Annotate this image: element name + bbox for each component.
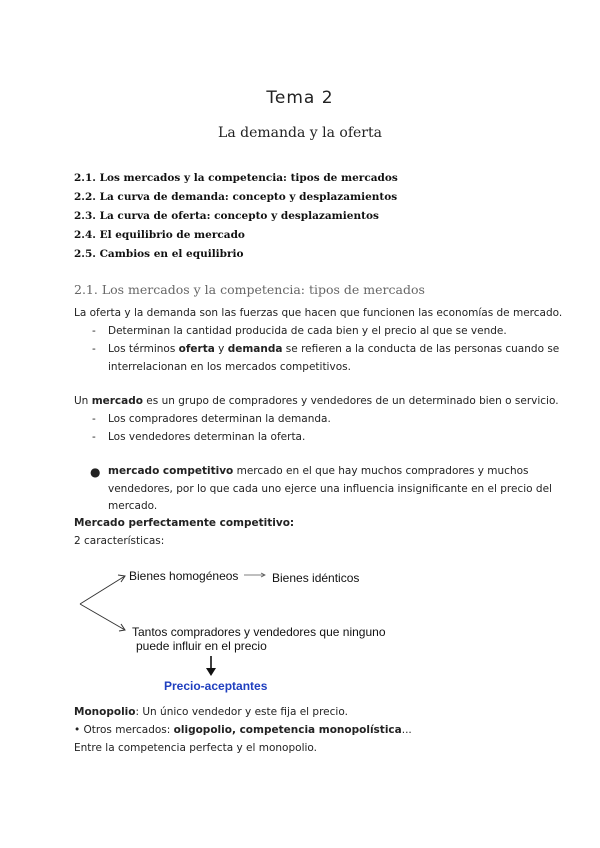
characteristics-label: 2 características: (74, 535, 165, 547)
page-title: Tema 2 (266, 88, 334, 108)
dash-marker: - (92, 325, 96, 337)
down-arrow-icon (206, 656, 216, 676)
diagram-item1-result: Bienes idénticos (272, 571, 360, 585)
section-heading: 2.1. Los mercados y la competencia: tipos de mercados (74, 282, 425, 297)
dash-marker: - (92, 343, 96, 355)
bullet-text-continued: interrelacionan en los mercados competitivos. (108, 361, 351, 373)
toc-item: 2.3. La curva de oferta: concepto y desplazamientos (74, 210, 379, 222)
diagram-item2-cont: puede influir en el precio (136, 639, 267, 653)
sub-bullet: Los compradores determinan la demanda. (108, 413, 331, 425)
dash-marker: - (92, 431, 96, 443)
toc-item: 2.2. La curva de demanda: concepto y desplazamientos (74, 191, 398, 203)
toc-item: 2.4. El equilibrio de mercado (74, 229, 245, 241)
right-arrow-icon (244, 573, 265, 577)
branch-arrow-icon (80, 575, 125, 631)
page-subtitle: La demanda y la oferta (218, 125, 382, 141)
bullet-text: Determinan la cantidad producida de cada bien y el precio al que se vende. (108, 325, 507, 337)
bullet-dot-icon: ● (90, 465, 101, 479)
dash-marker: - (92, 413, 96, 425)
toc-item: 2.5. Cambios en el equilibrio (74, 248, 244, 260)
perfect-heading: Mercado perfectamente competitivo: (74, 517, 295, 529)
intro-text: La oferta y la demanda son las fuerzas que hacen que funcionen las economías de mercado. (74, 307, 563, 319)
otros-mercados: • Otros mercados: oligopolio, competencia monopolística... (74, 724, 412, 736)
mercado-definition: Un mercado es un grupo de compradores y vendedores de un determinado bien o servicio. (74, 395, 559, 407)
bullet-text: Los términos oferta y demanda se refieren a la conducta de las personas cuando se (108, 343, 560, 355)
diagram-result: Precio-aceptantes (164, 679, 268, 693)
monopolio-definition: Monopolio: Un único vendedor y este fija el precio. (74, 706, 348, 718)
diagram-item1: Bienes homogéneos (129, 569, 239, 583)
entre-text: Entre la competencia perfecta y el monopolio. (74, 742, 317, 754)
toc-item: 2.1. Los mercados y la competencia: tipos de mercados (74, 172, 398, 184)
sub-bullet: Los vendedores determinan la oferta. (108, 431, 306, 443)
competitivo-line2: vendedores, por lo que cada uno ejerce una influencia insignificante en el precio del (108, 483, 552, 495)
diagram-item2: Tantos compradores y vendedores que ninguno (132, 625, 386, 639)
competitivo-definition: mercado competitivo mercado en el que hay muchos compradores y muchos (108, 465, 529, 477)
competitivo-line3: mercado. (108, 500, 158, 512)
